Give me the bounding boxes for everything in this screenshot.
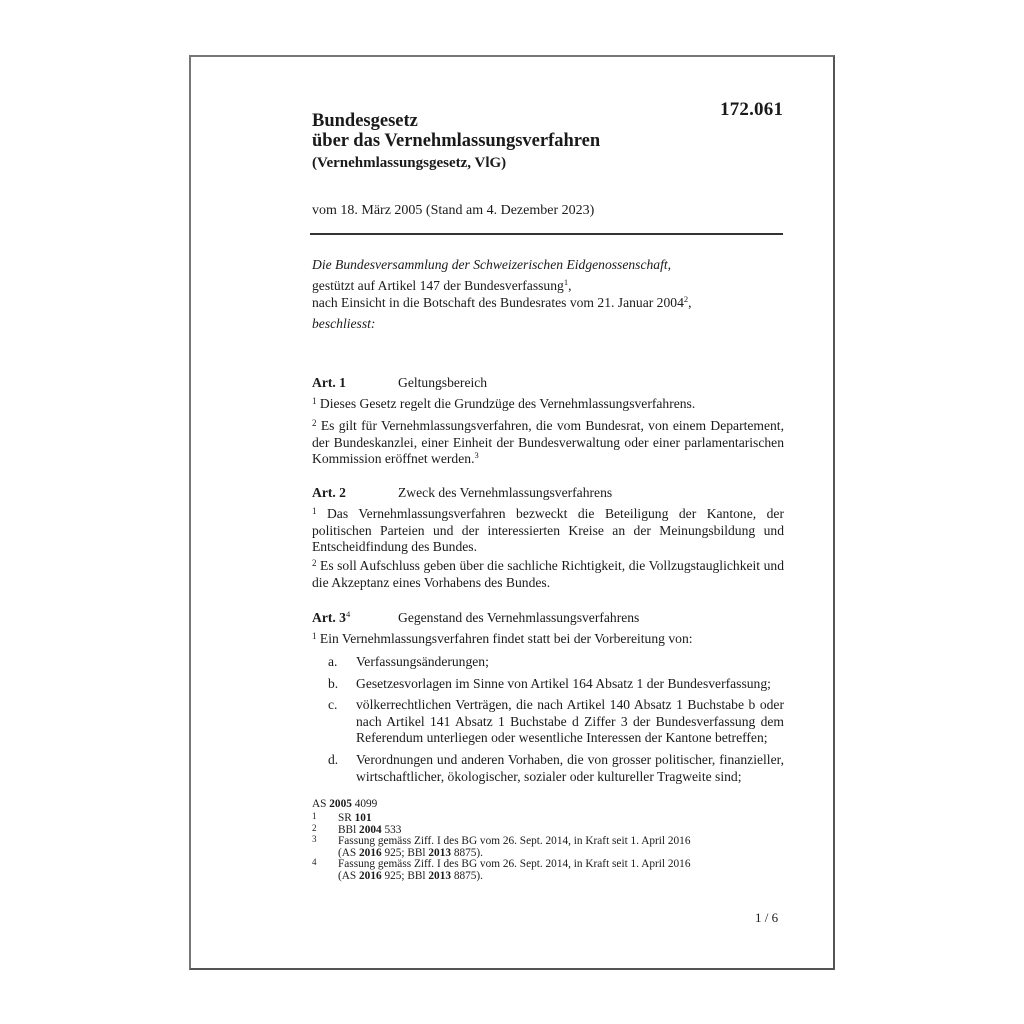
- article-2-heading: [312, 485, 784, 503]
- article-title: Gegenstand des Vernehmlassungsverfahrens: [398, 610, 640, 625]
- footnote-ref[interactable]: 4: [345, 609, 351, 619]
- article-number: Art. 2: [312, 485, 346, 500]
- official-collection-ref: AS 2005 4099: [312, 798, 378, 810]
- preamble-basis: gestützt auf Artikel 147 der Bundesverfassung$^1$,: [312, 276, 572, 293]
- article-title: Geltungsbereich: [398, 375, 488, 390]
- article-2-paragraph-2: $^2$ Es soll Aufschluss geben über die sachliche Richtigkeit, die Vollzugstauglichkeit und die Akzeptanz eines Vorhabens des Bundes.: [312, 558, 784, 590]
- list-text: völkerrechtlichen Verträgen, die nach Artikel 140 Absatz 1 Buchstabe b oder nach Artikel 141 Absatz 1 Buchstabe d Ziffer 3 der Bundesverfassung dem Referendum unterliegen oder wesentliche Interessen der Kantone betreffen;: [356, 697, 784, 745]
- footnote-ref[interactable]: 3: [474, 450, 479, 460]
- article-1-paragraph-1: $^1$ Dieses Gesetz regelt die Grundzüge des Vernehmlassungsverfahrens.: [312, 396, 696, 411]
- list-label: c.: [328, 697, 338, 712]
- page-number: 1 / 6: [755, 910, 779, 925]
- list-label: b.: [328, 676, 339, 691]
- footnote-1: 1 SR 101: [312, 811, 372, 824]
- list-label: a.: [328, 654, 338, 669]
- list-item-c: [312, 697, 784, 747]
- article-3-paragraph-1: $^1$ Ein Vernehmlassungsverfahren findet statt bei der Vorbereitung von:: [312, 631, 693, 646]
- preamble-decision: beschliesst:: [312, 315, 376, 331]
- footnote-number: 1: [312, 811, 317, 821]
- date-line: vom 18. März 2005 (Stand am 4. Dezember 2023): [312, 203, 595, 218]
- list-text: Gesetzesvorlagen im Sinne von Artikel 164 Absatz 1 der Bundesverfassung;: [356, 676, 771, 691]
- title-line-2: über das Vernehmlassungsverfahren: [312, 131, 601, 151]
- header-divider: [310, 233, 783, 235]
- document-title: [312, 111, 600, 151]
- list-item-a: [312, 654, 784, 671]
- title-line-1: Bundesgesetz: [312, 111, 418, 131]
- list-item-b: [312, 676, 784, 693]
- footnote-ref[interactable]: 1: [563, 276, 569, 287]
- list-label: d.: [328, 752, 339, 767]
- preamble-message: nach Einsicht in die Botschaft des Bundesrates vom 21. Januar 2004$^2$,: [312, 294, 692, 311]
- article-1-heading: [312, 375, 784, 393]
- preamble: [312, 256, 782, 332]
- footnote-number: 4: [312, 857, 317, 867]
- article-1-paragraph-2: $^2$ Es gilt für Vernehmlassungsverfahren, die vom Bundesrat, von einem Departement, der Bundeskanzlei, einer Einheit der Bundesverwaltung oder einer parlamentarischen Kommission eröffnet werden.$^3$: [312, 418, 784, 466]
- article-number: Art. 1: [312, 375, 346, 390]
- list-item-d: [312, 752, 784, 786]
- footnote-3: 3 Fassung gemäss Ziff. I des BG vom 26. Sept. 2014, in Kraft seit 1. April 2016 (AS 2016 925; BBl 2013 8875).: [312, 834, 691, 859]
- article-2-paragraph-1: $^1$ Das Vernehmlassungsverfahren bezweckt die Beteiligung der Kantone, der politischen Parteien und der interessierten Kreise an der Meinungsbildung und Entscheidfindung des Bundes.: [312, 506, 784, 554]
- footnote-number: 3: [312, 834, 317, 844]
- footnote-2: 2 BBl 2004 533: [312, 822, 402, 836]
- sr-number: 172.061: [720, 99, 784, 120]
- article-title: Zweck des Vernehmlassungsverfahrens: [398, 485, 613, 500]
- footnote-number: 2: [312, 822, 317, 833]
- short-title: (Vernehmlassungsgesetz, VlG): [312, 155, 507, 171]
- footnote-ref[interactable]: 2: [683, 294, 689, 305]
- article-3-heading: [312, 610, 784, 628]
- preamble-authority: Die Bundesversammlung der Schweizerischen Eidgenossenschaft,: [312, 257, 672, 272]
- article-number: Art. 3$^4$: [312, 609, 351, 625]
- footnote-4: 4 Fassung gemäss Ziff. I des BG vom 26. Sept. 2014, in Kraft seit 1. April 2016 (AS 2016 925; BBl 2013 8875).: [312, 857, 691, 882]
- list-text: Verordnungen und anderen Vorhaben, die von grosser politischer, finanzieller, wirtschaftlicher, ökologischer, sozialer oder kultureller Tragweite sind;: [356, 752, 784, 784]
- footnotes: [312, 813, 752, 882]
- list-text: Verfassungsänderungen;: [356, 654, 489, 669]
